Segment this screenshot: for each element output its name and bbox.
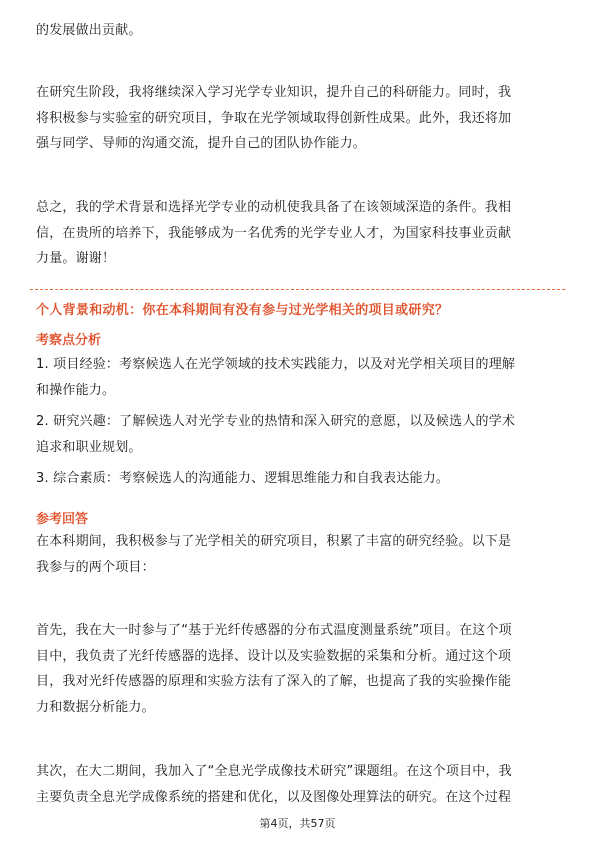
analysis-heading: 考察点分析 [36, 333, 102, 348]
text-line: 首先，我在大一时参与了“基于光纤传感器的分布式温度测量系统”项目。在这个项 [36, 623, 512, 638]
analysis-item-1 [36, 352, 560, 403]
paragraph-graduate-plan [36, 80, 560, 157]
text-line: 目中，我负责了光纤传感器的选择、设计以及实验数据的采集和分析。通过这个项 [36, 648, 512, 664]
text-line: 3. 综合素质：考察候选人的沟通能力、逻辑思维能力和自我表达能力。 [36, 471, 450, 486]
text-line: 主要负责全息光学成像系统的搭建和优化，以及图像处理算法的研究。在这个过程 [36, 789, 512, 805]
text-line: 的发展做出贡献。 [36, 23, 142, 38]
page-number: 第4页，共57页 [259, 817, 336, 830]
text-line: 和操作能力。 [36, 382, 116, 398]
text-line: 我参与的两个项目： [36, 559, 155, 575]
text-line: 追求和职业规划。 [36, 439, 142, 455]
text-line: 在研究生阶段，我将继续深入学习光学专业知识，提升自己的科研能力。同时，我 [36, 85, 512, 100]
text-line: 其次，在大二期间，我加入了“全息光学成像技术研究”课题组。在这个项目中，我 [36, 764, 512, 779]
paragraph-intro-end [36, 18, 560, 44]
text-line: 力和数据分析能力。 [36, 699, 155, 715]
text-line: 力量。谢谢！ [36, 251, 116, 266]
analysis-item-2 [36, 409, 560, 460]
text-line: 1. 项目经验：考察候选人在光学领域的技术实践能力，以及对光学相关项目的理解 [36, 357, 516, 372]
answer-paragraph-2 [36, 618, 560, 720]
answer-paragraph-1 [36, 529, 560, 580]
answer-heading: 参考回答 [36, 512, 89, 527]
text-line: 在本科期间，我积极参与了光学相关的研究项目，积累了丰富的研究经验。以下是 [36, 534, 512, 549]
text-line: 目，我对光纤传感器的原理和实验方法有了深入的了解，也提高了我的实验操作能 [36, 674, 512, 689]
text-line: 总之，我的学术背景和选择光学专业的动机使我具备了在该领域深造的条件。我相 [36, 200, 512, 215]
question-title: 个人背景和动机：你在本科期间有没有参与过光学相关的项目或研究？ [36, 303, 449, 318]
text-line: 2. 研究兴趣：了解候选人对光学专业的热情和深入研究的意愿，以及候选人的学术 [36, 414, 516, 429]
analysis-item-3 [36, 466, 560, 492]
section-divider [30, 289, 565, 290]
text-line: 强与同学、导师的沟通交流，提升自己的团队协作能力。 [36, 136, 367, 151]
text-line: 信，在贵所的培养下，我能够成为一名优秀的光学专业人才，为国家科技事业贡献 [36, 225, 512, 241]
paragraph-conclusion [36, 195, 560, 272]
text-line: 将积极参与实验室的研究项目，争取在光学领域取得创新性成果。此外，我还将加 [36, 110, 512, 126]
answer-paragraph-3 [36, 759, 560, 810]
